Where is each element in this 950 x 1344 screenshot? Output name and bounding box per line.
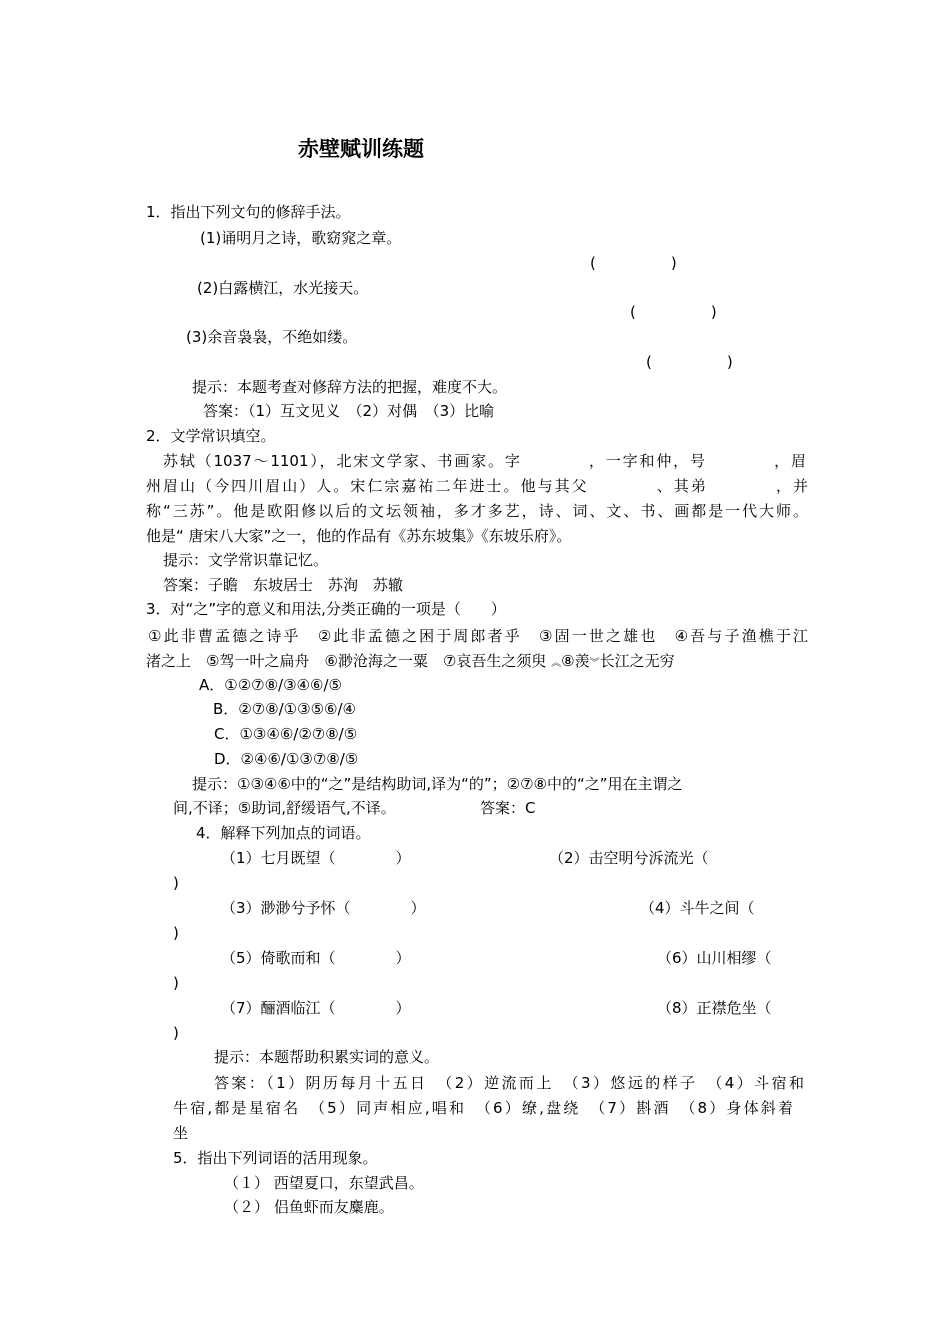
q4-item-5: （5）倚歌而和（ ） [221, 949, 411, 967]
q2-stem: 2．文学常识填空。 [146, 427, 276, 445]
q2-hint: 提示：文学常识靠记忆。 [163, 551, 329, 569]
q4-answer-line-3: 坐 [173, 1124, 189, 1142]
q3-option-b: B．②⑦⑧/①③⑤⑥/④ [213, 700, 356, 718]
q1-answer: 答案：（1）互文见义 （2）对偶 （3）比喻 [203, 402, 495, 420]
q3-option-c: C．①③④⑥/②⑦⑧/⑤ [214, 725, 358, 743]
q3-items-line-1: ①此非曹孟德之诗乎 ②此非孟德之困于周郎者乎 ③固一世之雄也 ④吾与子渔樵于江 [148, 627, 808, 645]
q4-hint: 提示：本题帮助积累实词的意义。 [214, 1048, 440, 1066]
q4-item-1: （1）七月既望（ ） [221, 849, 411, 867]
q2-paragraph-line-3: 称“三苏”。他是欧阳修以后的文坛领袖，多才多艺，诗、词、文、书、画都是一代大师。 [146, 502, 808, 520]
q4-item-2-close: ) [173, 874, 179, 892]
q3-option-a: A．①②⑦⑧/③④⑥/⑤ [199, 676, 342, 694]
page-title: 赤壁赋训练题 [298, 137, 424, 161]
q3-stem: 3．对“之”字的意义和用法,分类正确的一项是（ ） [146, 600, 506, 618]
q4-item-8-close: ) [173, 1024, 179, 1042]
q1-answer-blank-2[interactable]: ( ) [630, 303, 717, 321]
emphasis-mark-icon: ︽ [551, 658, 562, 669]
q4-item-4: （4）斗牛之间（ [640, 899, 755, 917]
q4-item-6: （6）山川相缪（ [657, 949, 772, 967]
q4-answer-line-1: 答案：（1）阴历每月十五日 （2）逆流而上 （3）悠远的样子 （4）斗宿和 [214, 1074, 804, 1092]
q3-option-d: D．②④⑥/①③⑦⑧/⑤ [214, 750, 359, 768]
q4-item-8: （8）正襟危坐（ [657, 999, 772, 1017]
q5-sentence-1: （１） 西望夏口，东望武昌。 [224, 1174, 424, 1192]
q2-paragraph-line-4: 他是“ 唐宋八大家”之一，他的作品有《苏东坡集》《东坡乐府》。 [146, 527, 572, 545]
q1-hint: 提示：本题考查对修辞方法的把握，难度不大。 [192, 378, 508, 396]
q4-item-7: （7）酾酒临江（ ） [221, 999, 411, 1017]
q4-item-2: （2）击空明兮泝流光（ [549, 849, 709, 867]
q1-sentence-3: (3)余音袅袅，不绝如缕。 [186, 328, 358, 346]
q3-item-8: ⑧羡 [561, 652, 590, 670]
q4-item-3: （3）渺渺兮予怀（ ） [221, 899, 426, 917]
q2-paragraph-line-1: 苏轼（1037～1101），北宋文学家、书画家。字 ，一字和仲，号 ，眉 [163, 452, 806, 470]
q1-answer-blank-3[interactable]: ( ) [646, 353, 733, 371]
q5-stem: 5．指出下列词语的活用现象。 [173, 1149, 378, 1167]
q3-answer: 答案：C [480, 799, 536, 817]
q4-stem: 4．解释下列加点的词语。 [196, 824, 371, 842]
q2-paragraph-line-2: 州眉山（今四川眉山）人。宋仁宗嘉祐二年进士。他与其父 、其弟 ，并 [146, 477, 808, 495]
q1-sentence-1: (1)诵明月之诗，歌窈窕之章。 [200, 229, 402, 247]
q4-item-6-close: ) [173, 974, 179, 992]
q4-item-4-close: ) [173, 924, 179, 942]
q3-hint-line-1: 提示：①③④⑥中的“之”是结构助词,译为“的”；②⑦⑧中的“之”用在主谓之 [192, 775, 683, 793]
q1-answer-blank-1[interactable]: ( ) [590, 254, 677, 272]
q4-answer-line-2: 牛宿,都是星宿名 （5）同声相应,唱和 （6）缭,盘绕 （7）斟酒 （8）身体斜着 [173, 1099, 793, 1117]
q2-answer: 答案：子瞻 东坡居士 苏洵 苏辙 [163, 576, 404, 594]
q3-hint-line-2: 间,不译；⑤助词,舒缓语气,不译。 [173, 799, 396, 817]
q3-items-line-2 [146, 651, 675, 674]
q1-sentence-2: (2)白露横江，水光接天。 [197, 279, 369, 297]
q5-sentence-2: （２） 侣鱼虾而友麋鹿。 [224, 1198, 394, 1216]
q3-item-8-rest: 长江之无穷 [599, 652, 675, 670]
emphasis-mark-icon: ︾ [589, 658, 600, 669]
q3-items-line-2-text: 渚之上 ⑤驾一叶之扁舟 ⑥渺沧海之一粟 ⑦哀吾生之须臾 [146, 652, 547, 670]
q1-stem: 1．指出下列文句的修辞手法。 [146, 203, 351, 221]
